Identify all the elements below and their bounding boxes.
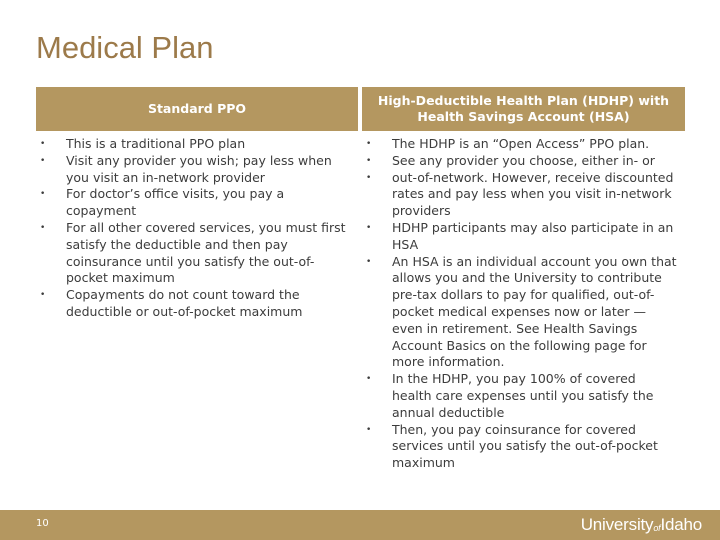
standard-ppo-column bbox=[36, 87, 358, 321]
page-title: Medical Plan bbox=[36, 30, 214, 65]
list-item: • In the HDHP, you pay 100% of covered health care expenses until you satisfy the annual deductible bbox=[362, 371, 685, 421]
list-item: • HDHP participants may also participate in an HSA bbox=[362, 220, 685, 254]
list-item: • Copayments do not count toward the deductible or out-of-pocket maximum bbox=[36, 287, 358, 321]
logo-text-university: University bbox=[580, 515, 654, 534]
standard-ppo-header: Standard PPO bbox=[36, 87, 358, 131]
hdhp-column bbox=[362, 87, 685, 472]
list-item: • This is a traditional PPO plan bbox=[36, 136, 358, 153]
page-number: 10 bbox=[36, 518, 49, 529]
list-item: • See any provider you choose, either in- or bbox=[362, 153, 685, 170]
logo-text-idaho: Idaho bbox=[660, 515, 702, 534]
list-item: • Then, you pay coinsurance for covered services until you satisfy the out-of-pocket maximum bbox=[362, 422, 685, 472]
university-logo bbox=[581, 515, 702, 535]
hdhp-list bbox=[362, 136, 685, 472]
list-item: • The HDHP is an “Open Access” PPO plan. bbox=[362, 136, 685, 153]
hdhp-header: High-Deductible Health Plan (HDHP) with Health Savings Account (HSA) bbox=[362, 87, 685, 131]
list-item: • For doctor’s office visits, you pay a copayment bbox=[36, 186, 358, 220]
list-item: • An HSA is an individual account you own that allows you and the University to contribute pre-tax dollars to pay for qualified, out-of-pocket medical expenses now or later — even in retirement. See Health Savings Account Basics on the following page for more information. bbox=[362, 254, 685, 372]
footer-bar bbox=[0, 510, 720, 540]
list-item: • out-of-network. However, receive discounted rates and pay less when you visit in-network providers bbox=[362, 170, 685, 220]
logo-text-of: of bbox=[653, 523, 661, 533]
list-item: • Visit any provider you wish; pay less when you visit an in-network provider bbox=[36, 153, 358, 187]
standard-ppo-list bbox=[36, 136, 358, 321]
list-item: • For all other covered services, you must first satisfy the deductible and then pay coinsurance until you satisfy the out-of-pocket maximum bbox=[36, 220, 358, 287]
